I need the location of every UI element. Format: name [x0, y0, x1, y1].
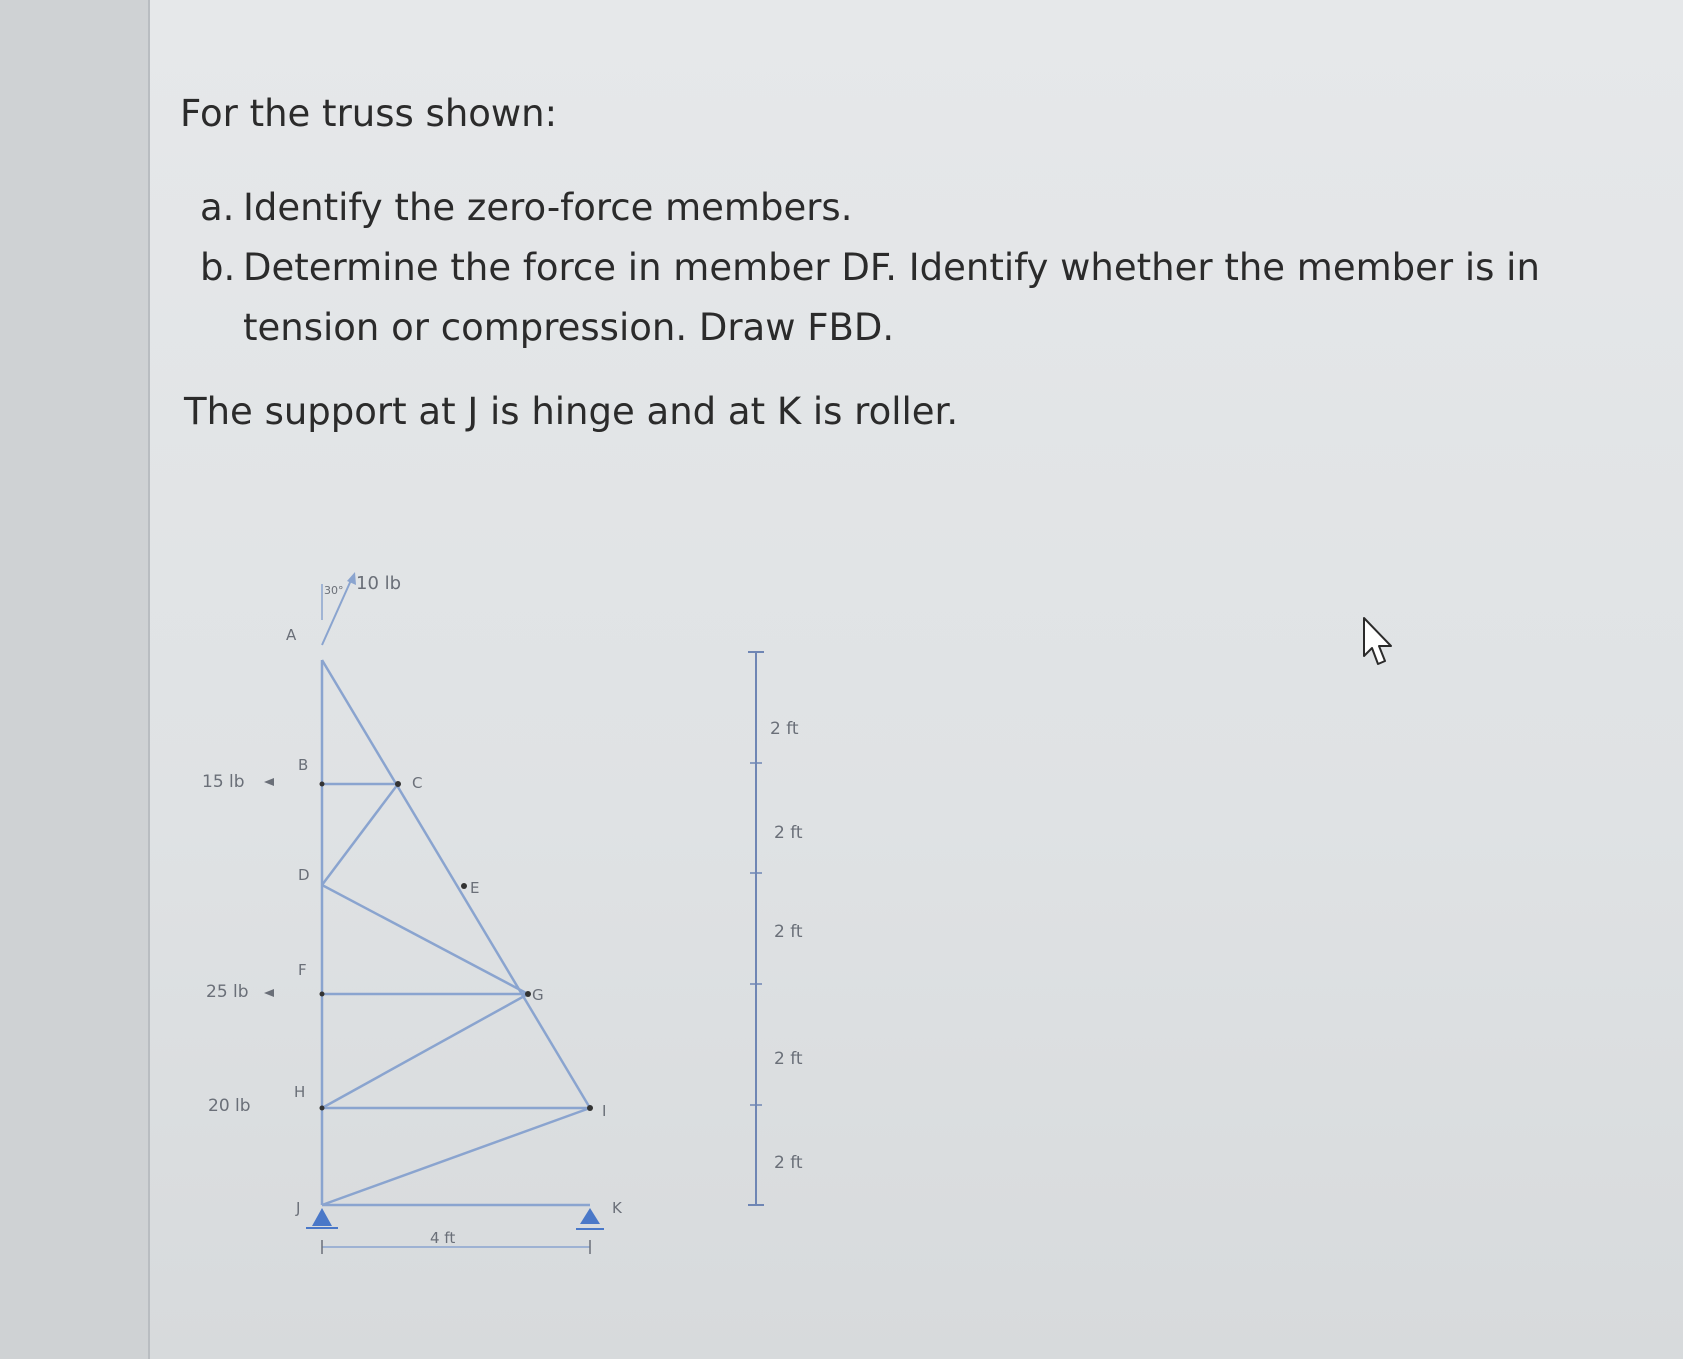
- label-B: B: [298, 756, 309, 774]
- member-diagonal-AI: [322, 660, 590, 1108]
- joint-H: [320, 1106, 325, 1111]
- supports: [306, 1208, 604, 1229]
- mouse-pointer-icon: [1364, 618, 1391, 664]
- label-H: H: [294, 1083, 306, 1101]
- joints: [320, 781, 594, 1111]
- member-DG: [322, 885, 528, 994]
- joint-F: [320, 992, 325, 997]
- task-marker-b: b.: [200, 246, 236, 289]
- label-I: I: [602, 1102, 607, 1120]
- top-load: [322, 572, 401, 645]
- joint-B: [320, 782, 325, 787]
- problem-title: For the truss shown:: [180, 92, 558, 135]
- label-D: D: [298, 866, 310, 884]
- support-note: The support at J is hinge and at K is roller.: [184, 390, 959, 433]
- width-dimension: [322, 1229, 590, 1254]
- load-b-label: 15 lb: [202, 772, 245, 792]
- task-marker-a: a.: [200, 186, 235, 229]
- roller-support-icon: [580, 1208, 600, 1224]
- label-F: F: [298, 961, 307, 979]
- joint-E: [461, 883, 467, 889]
- node-labels: [286, 626, 623, 1217]
- load-f-arrow-icon: [264, 989, 274, 997]
- segment-label-4: 2 ft: [774, 1049, 803, 1069]
- load-f-label: 25 lb: [206, 982, 249, 1002]
- member-CD: [322, 784, 398, 885]
- height-dimension: [748, 652, 803, 1205]
- segment-label-1: 2 ft: [770, 719, 799, 739]
- task-text-a: Identify the zero-force members.: [243, 186, 853, 229]
- label-C: C: [412, 774, 423, 792]
- side-loads: [202, 772, 274, 1116]
- label-E: E: [470, 879, 480, 897]
- segment-label-5: 2 ft: [774, 1153, 803, 1173]
- top-load-label: 10 lb: [356, 573, 402, 594]
- task-text-b: Determine the force in member DF. Identify whether the member is in tension or compression. Draw FBD.: [243, 246, 1540, 349]
- member-IJ: [322, 1108, 590, 1205]
- segment-label-2: 2 ft: [774, 823, 803, 843]
- load-h-label: 20 lb: [208, 1096, 251, 1116]
- joint-C: [395, 781, 401, 787]
- label-K: K: [612, 1199, 622, 1217]
- width-label: 4 ft: [430, 1229, 456, 1247]
- load-b-arrow-icon: [264, 778, 274, 786]
- member-GH: [322, 994, 528, 1108]
- label-G: G: [532, 986, 544, 1004]
- joint-I: [587, 1105, 593, 1111]
- joint-G: [525, 991, 531, 997]
- label-J: J: [296, 1199, 301, 1217]
- top-load-arrowhead-icon: [347, 572, 356, 585]
- truss-members: [322, 660, 590, 1205]
- hinge-support-icon: [312, 1208, 332, 1226]
- label-A: A: [286, 626, 297, 644]
- top-load-angle: 30°: [324, 584, 344, 597]
- segment-label-3: 2 ft: [774, 922, 803, 942]
